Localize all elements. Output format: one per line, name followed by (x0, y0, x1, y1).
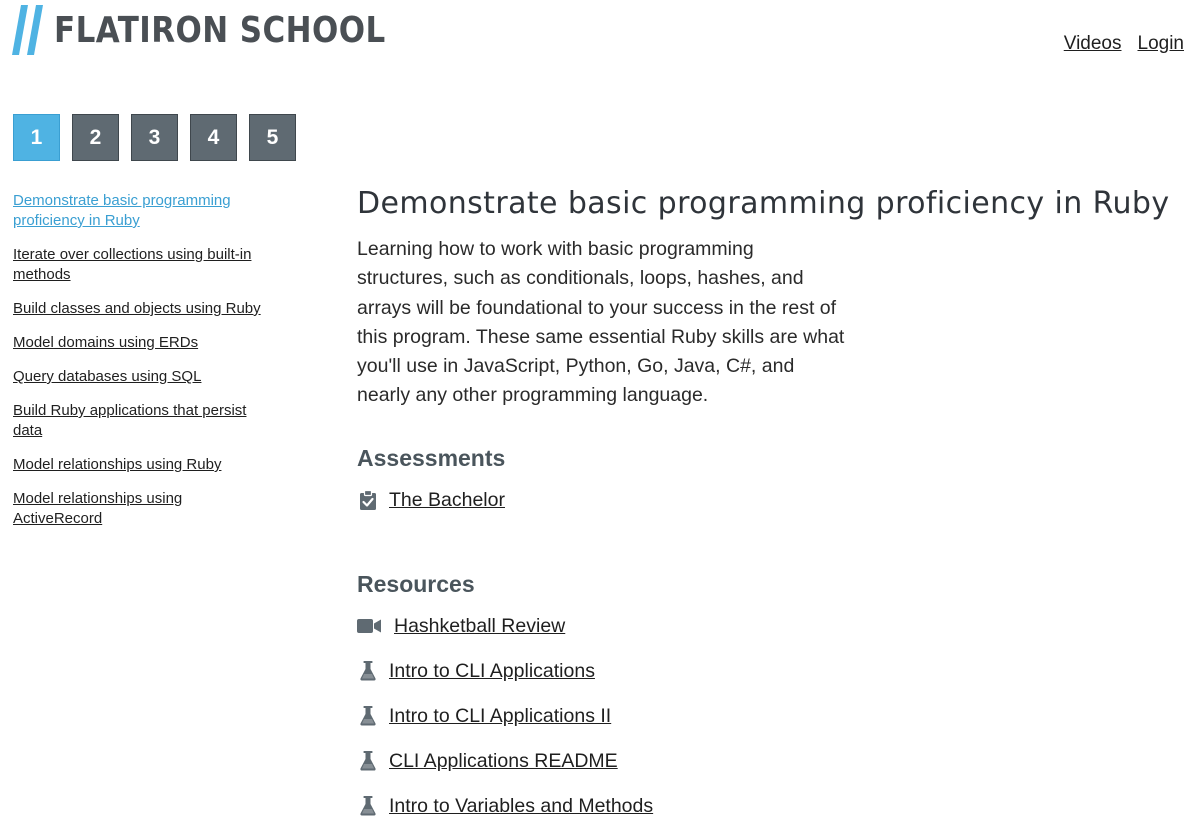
flask-icon (357, 705, 379, 727)
page-button-3[interactable]: 3 (131, 114, 178, 161)
resources-heading: Resources (357, 570, 475, 597)
sidebar-item-model-erds[interactable]: Model domains using ERDs (13, 334, 199, 351)
top-nav (1064, 33, 1184, 55)
module-pager (13, 114, 296, 161)
video-camera-icon (357, 615, 381, 637)
page-button-1[interactable]: 1 (13, 114, 60, 161)
page-button-2[interactable]: 2 (72, 114, 119, 161)
sidebar-item-ruby-proficiency[interactable]: Demonstrate basic programming proficiency in Ruby (13, 192, 231, 229)
sidebar-item-relationships-activerecord[interactable]: Model relationships using ActiveRecord (13, 490, 183, 527)
sidebar-item-iterate-collections[interactable]: Iterate over collections using built-in methods (13, 246, 252, 283)
assessment-item (357, 484, 1177, 517)
main-content (357, 186, 1177, 823)
sidebar-item-classes-objects[interactable]: Build classes and objects using Ruby (13, 300, 261, 317)
resource-link-hashketball-review[interactable]: Hashketball Review (394, 614, 566, 637)
sidebar-item-query-sql[interactable]: Query databases using SQL (13, 368, 202, 385)
resource-item (357, 655, 1177, 688)
flask-icon (357, 750, 379, 772)
resource-item (357, 745, 1177, 778)
logo-slashes-icon (12, 5, 50, 55)
flask-icon (357, 660, 379, 682)
resource-item (357, 700, 1177, 733)
page-button-5[interactable]: 5 (249, 114, 296, 161)
resource-link-intro-cli[interactable]: Intro to CLI Applications (389, 659, 595, 682)
resource-item (357, 790, 1177, 823)
page-title: Demonstrate basic programming proficiency in Ruby (357, 186, 1170, 221)
logo-text: FLATIRON SCHOOL (54, 9, 386, 51)
nav-videos-link[interactable]: Videos (1063, 33, 1122, 54)
assessment-link-the-bachelor[interactable]: The Bachelor (389, 488, 505, 511)
resource-link-variables-methods[interactable]: Intro to Variables and Methods (389, 794, 654, 817)
flatiron-logo[interactable] (12, 4, 440, 56)
assessments-heading: Assessments (357, 444, 506, 471)
sidebar-item-persist-data[interactable]: Build Ruby applications that persist data (13, 402, 247, 439)
resource-item (357, 610, 1177, 643)
sidebar-nav (13, 191, 268, 543)
page-button-4[interactable]: 4 (190, 114, 237, 161)
module-description: Learning how to work with basic programming structures, such as conditionals, loops, hashes, and arrays will be foundational to your success in the rest of this program. These same essential Ruby skills are what you'll use in JavaScript, Python, Go, Java, C#, and nearly any other programming language. (357, 238, 845, 407)
resource-link-intro-cli-ii[interactable]: Intro to CLI Applications II (389, 704, 612, 727)
clipboard-check-icon (357, 489, 379, 511)
nav-login-link[interactable]: Login (1137, 33, 1184, 54)
resource-link-cli-readme[interactable]: CLI Applications README (389, 749, 618, 772)
flask-icon (357, 795, 379, 817)
sidebar-item-relationships-ruby[interactable]: Model relationships using Ruby (13, 456, 222, 473)
